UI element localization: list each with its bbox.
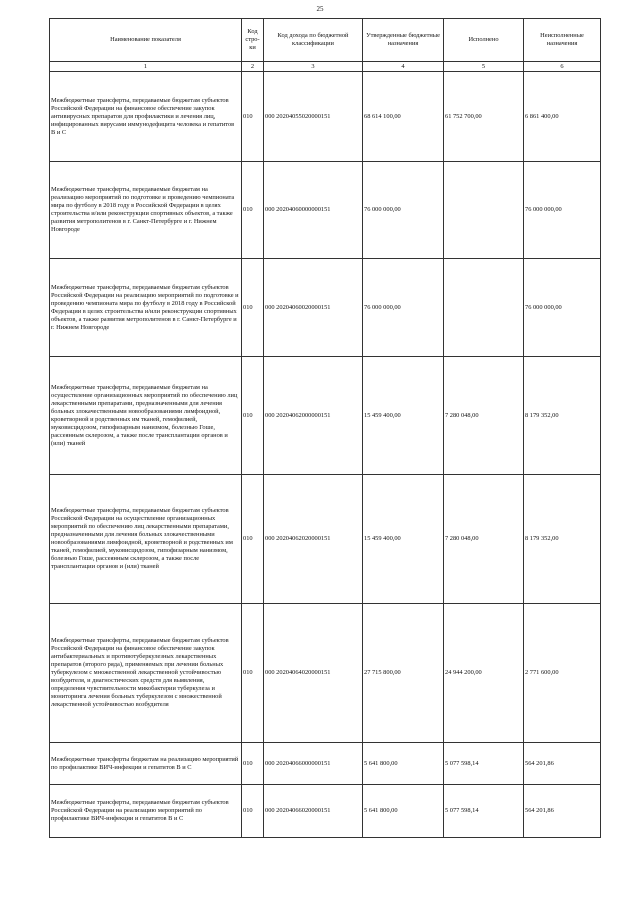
- unexecuted-amount: 8 179 352,00: [524, 357, 601, 475]
- approved-amount: 5 641 800,00: [363, 743, 444, 785]
- line-code: 010: [242, 162, 264, 259]
- column-index: 1: [50, 62, 242, 72]
- approved-amount: 15 459 400,00: [363, 357, 444, 475]
- indicator-name: Межбюджетные трансферты, передаваемые бюджетам на реализацию мероприятий по подготовке и проведению чемпионата мира по футболу в 2018 году в Российской Федерации в целях строительства и/или реконструкции спортивных объектов, а также развития метрополитенов в г. Санкт-Петербурге и г. Нижнем Новгороде: [50, 162, 242, 259]
- executed-amount: 7 280 048,00: [444, 475, 524, 604]
- column-header: Наименование показателя: [50, 19, 242, 62]
- table-row: [50, 259, 601, 357]
- income-code: 000 20204062000000151: [264, 357, 363, 475]
- column-index-row: [50, 62, 601, 72]
- column-header: Исполнено: [444, 19, 524, 62]
- line-code: 010: [242, 475, 264, 604]
- indicator-name: Межбюджетные трансферты, передаваемые бюджетам субъектов Российской Федерации на реализацию мероприятий по профилактике ВИЧ-инфекции и гепатитов B и C: [50, 785, 242, 838]
- income-code: 000 20204060020000151: [264, 259, 363, 357]
- unexecuted-amount: 76 000 000,00: [524, 162, 601, 259]
- executed-amount: [444, 162, 524, 259]
- approved-amount: 5 641 800,00: [363, 785, 444, 838]
- table-row: [50, 162, 601, 259]
- unexecuted-amount: 564 201,86: [524, 743, 601, 785]
- line-code: 010: [242, 72, 264, 162]
- column-header: Утвержденные бюджетные назначения: [363, 19, 444, 62]
- column-header: Неисполненные назначения: [524, 19, 601, 62]
- executed-amount: 61 752 700,00: [444, 72, 524, 162]
- line-code: 010: [242, 357, 264, 475]
- approved-amount: 27 715 800,00: [363, 604, 444, 743]
- executed-amount: 5 077 598,14: [444, 743, 524, 785]
- column-index: 4: [363, 62, 444, 72]
- income-code: 000 20204062020000151: [264, 475, 363, 604]
- line-code: 010: [242, 604, 264, 743]
- column-index: 2: [242, 62, 264, 72]
- approved-amount: 76 000 000,00: [363, 259, 444, 357]
- indicator-name: Межбюджетные трансферты бюджетам на реализацию мероприятий по профилактике ВИЧ-инфекции и гепатитов B и C: [50, 743, 242, 785]
- income-code: 000 20204064020000151: [264, 604, 363, 743]
- unexecuted-amount: 6 861 400,00: [524, 72, 601, 162]
- indicator-name: Межбюджетные трансферты, передаваемые бюджетам субъектов Российской Федерации на реализацию мероприятий по подготовке и проведению чемпионата мира по футболу в 2018 году в Российской Федерации в целях строительства и/или реконструкции спортивных объектов, а также развития метрополитенов в г. Санкт-Петербурге и г. Нижнем Новгороде: [50, 259, 242, 357]
- income-code: 000 20204060000000151: [264, 162, 363, 259]
- unexecuted-amount: 2 771 600,00: [524, 604, 601, 743]
- table-header-row: [50, 19, 601, 62]
- table-row: [50, 743, 601, 785]
- budget-execution-table: [49, 18, 601, 838]
- unexecuted-amount: 76 000 000,00: [524, 259, 601, 357]
- approved-amount: 76 000 000,00: [363, 162, 444, 259]
- column-header: Код дохода по бюджетной классификации: [264, 19, 363, 62]
- indicator-name: Межбюджетные трансферты, передаваемые бюджетам субъектов Российской Федерации на осуществление организационных мероприятий по обеспечению лиц лекарственными препаратами, предназначенными для лечения больных злокачественными новообразованиями лимфоидной, кроветворной и родственных им тканей, гемофилией, муковисцидозом, гипофизарным нанизмом, болезнью Гоше, рассеянным склерозом, а также после трансплантации органов и (или) тканей: [50, 475, 242, 604]
- executed-amount: [444, 259, 524, 357]
- income-code: 000 20204055020000151: [264, 72, 363, 162]
- column-header: Код стро-ки: [242, 19, 264, 62]
- column-index: 5: [444, 62, 524, 72]
- income-code: 000 20204066000000151: [264, 743, 363, 785]
- table-row: [50, 785, 601, 838]
- line-code: 010: [242, 743, 264, 785]
- line-code: 010: [242, 259, 264, 357]
- line-code: 010: [242, 785, 264, 838]
- table-row: [50, 475, 601, 604]
- indicator-name: Межбюджетные трансферты, передаваемые бюджетам субъектов Российской Федерации на финансовое обеспечение закупок антибактериальных и противотуберкулезных лекарственных препаратов (второго ряда), применяемых при лечении больных туберкулезом с множественной лекарственной устойчивостью возбудителя, и диагностических средств для выявления, определения чувствительности микобактерии туберкулеза и мониторинга лечения больных туберкулезом с множественной лекарственной устойчивостью возбудителя: [50, 604, 242, 743]
- approved-amount: 15 459 400,00: [363, 475, 444, 604]
- page-number: 25: [316, 5, 324, 13]
- income-code: 000 20204066020000151: [264, 785, 363, 838]
- executed-amount: 24 944 200,00: [444, 604, 524, 743]
- column-index: 6: [524, 62, 601, 72]
- table-row: [50, 357, 601, 475]
- column-index: 3: [264, 62, 363, 72]
- indicator-name: Межбюджетные трансферты, передаваемые бюджетам субъектов Российской Федерации на финансовое обеспечение закупок антивирусных препаратов для профилактики и лечения лиц, инфицированных вирусами иммунодефицита человека и гепатитов B и C: [50, 72, 242, 162]
- unexecuted-amount: 564 201,86: [524, 785, 601, 838]
- approved-amount: 68 614 100,00: [363, 72, 444, 162]
- table-row: [50, 72, 601, 162]
- indicator-name: Межбюджетные трансферты, передаваемые бюджетам на осуществление организационных мероприятий по обеспечению лиц лекарственными препаратами, предназначенными для лечения больных злокачественными новообразованиями лимфоидной, кроветворной и родственных им тканей, гемофилией, муковисцидозом, гипофизарным нанизмом, болезнью Гоше, рассеянным склерозом, а также после трансплантации органов и (или) тканей: [50, 357, 242, 475]
- executed-amount: 7 280 048,00: [444, 357, 524, 475]
- table-row: [50, 604, 601, 743]
- unexecuted-amount: 8 179 352,00: [524, 475, 601, 604]
- executed-amount: 5 077 598,14: [444, 785, 524, 838]
